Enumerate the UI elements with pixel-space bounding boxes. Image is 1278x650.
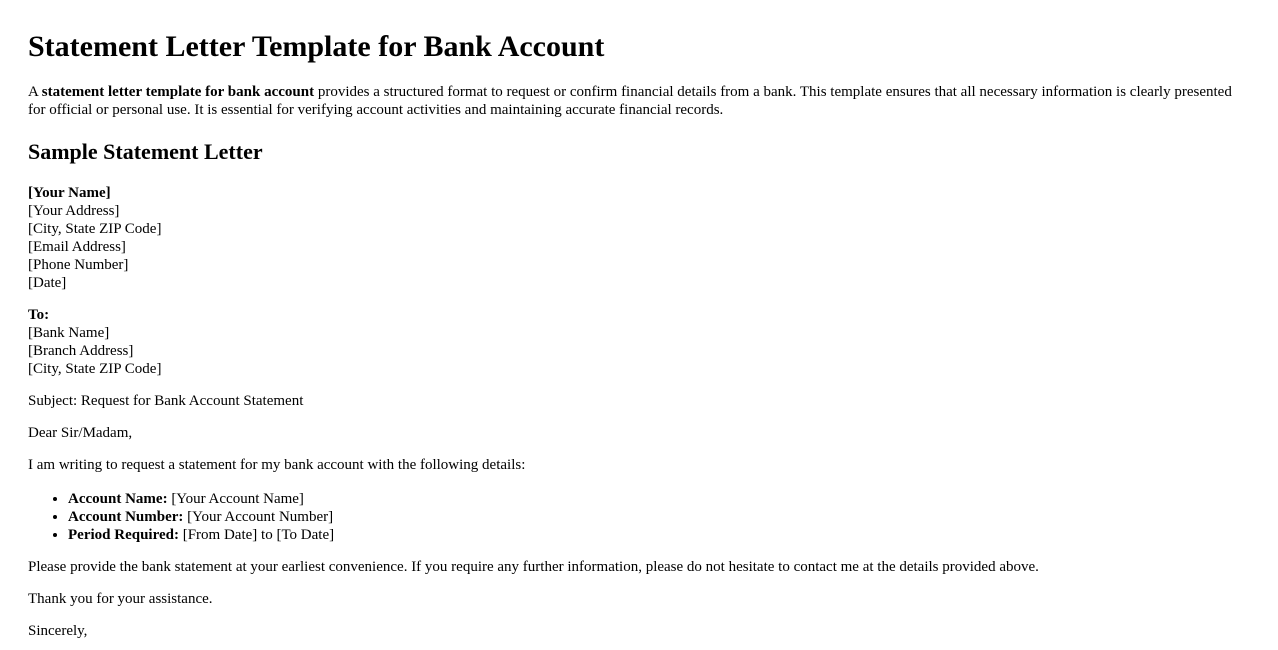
account-details-list <box>28 490 1250 544</box>
sender-email: [Email Address] <box>28 239 126 255</box>
salutation: Dear Sir/Madam, <box>28 425 133 441</box>
recipient-label: To: <box>28 307 50 323</box>
recipient-branch-address: [Branch Address] <box>28 343 134 359</box>
detail-value: [Your Account Number] <box>183 509 334 525</box>
detail-label: Account Name: <box>68 491 168 507</box>
detail-label: Account Number: <box>68 509 184 525</box>
detail-value: [From Date] to [To Date] <box>178 527 335 543</box>
recipient-city: [City, State ZIP Code] <box>28 361 162 377</box>
recipient-bank-name: [Bank Name] <box>28 325 110 341</box>
request-line: I am writing to request a statement for my bank account with the following details: <box>28 457 526 473</box>
page-title: Statement Letter Template for Bank Account <box>28 30 605 63</box>
thanks-line: Thank you for your assistance. <box>28 591 213 607</box>
list-item <box>68 508 1250 526</box>
detail-value: [Your Account Name] <box>167 491 304 507</box>
sender-block <box>28 184 1250 292</box>
list-item <box>68 526 1250 544</box>
intro-bold-term: statement letter template for bank account <box>41 84 315 100</box>
sender-address: [Your Address] <box>28 203 120 219</box>
sender-name: [Your Name] <box>28 185 111 201</box>
intro-paragraph <box>28 83 1250 119</box>
intro-suffix: provides a structured format to request or confirm financial details from a bank. This template ensures that all necessary information is clearly presented for official or personal use. It is essential for verifying account activities and maintaining accurate financial records. <box>28 84 1232 118</box>
section-heading: Sample Statement Letter <box>28 139 263 164</box>
sender-city: [City, State ZIP Code] <box>28 221 162 237</box>
sender-phone: [Phone Number] <box>28 257 129 273</box>
recipient-block <box>28 306 1250 378</box>
signoff: Sincerely, <box>28 623 88 639</box>
sender-date: [Date] <box>28 275 67 291</box>
list-item <box>68 490 1250 508</box>
intro-prefix: A <box>28 84 42 100</box>
closing-request: Please provide the bank statement at your earliest convenience. If you require any further information, please do not hesitate to contact me at the details provided above. <box>28 559 1039 575</box>
subject-line: Subject: Request for Bank Account Statement <box>28 393 304 409</box>
detail-label: Period Required: <box>68 527 179 543</box>
